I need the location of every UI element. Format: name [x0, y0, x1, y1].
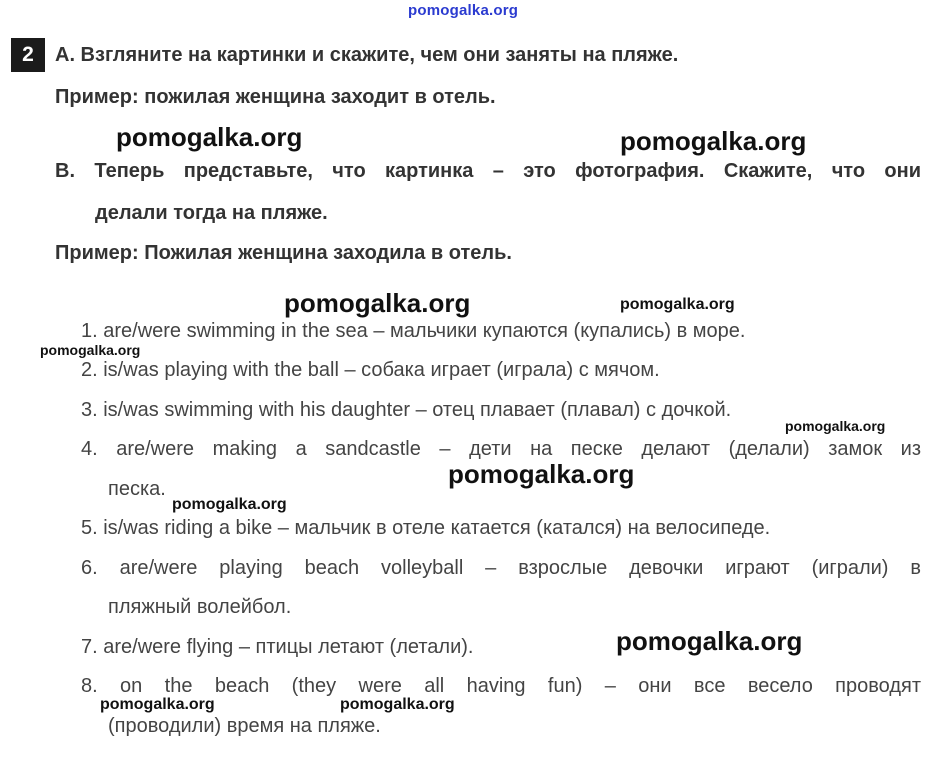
watermark: pomogalka.org [340, 696, 455, 713]
answer-7: 7. are/were flying – птицы летают (летали). [81, 636, 474, 658]
section-a-instruction: А. Взгляните на картинки и скажите, чем они заняты на пляже. [55, 44, 679, 66]
watermark: pomogalka.org [620, 296, 735, 313]
answer-6-line1: 6. are/were playing beach volleyball – взрослые девочки играют (играли) в [81, 557, 921, 579]
section-b-instruction-line1: В. Теперь представьте, что картинка – это фотография. Скажите, что они [55, 160, 921, 182]
watermark: pomogalka.org [100, 696, 215, 713]
watermark: pomogalka.org [172, 496, 287, 513]
watermark: pomogalka.org [116, 122, 303, 152]
watermark: pomogalka.org [785, 418, 886, 434]
watermark: pomogalka.org [616, 626, 803, 656]
watermark: pomogalka.org [448, 459, 635, 489]
section-b-instruction-line2: делали тогда на пляже. [95, 202, 328, 224]
answer-8-line2: (проводили) время на пляже. [108, 715, 381, 737]
watermark: pomogalka.org [40, 342, 141, 358]
answer-3: 3. is/was swimming with his daughter – отец плавает (плавал) с дочкой. [81, 399, 732, 421]
answer-5: 5. is/was riding a bike – мальчик в отеле катается (катался) на велосипеде. [81, 517, 771, 539]
answer-1: 1. are/were swimming in the sea – мальчики купаются (купались) в море. [81, 320, 746, 342]
answer-2: 2. is/was playing with the ball – собака играет (играла) с мячом. [81, 359, 660, 381]
watermark-top: pomogalka.org [408, 2, 519, 19]
watermark: pomogalka.org [284, 288, 471, 318]
answer-8-line1: 8. on the beach (they were all having fun) – они все весело проводят [81, 675, 921, 697]
answer-4-line2: песка. [108, 478, 166, 500]
task-number-badge: 2 [11, 38, 45, 72]
watermark: pomogalka.org [620, 126, 807, 156]
answer-4-line1: 4. are/were making a sandcastle – дети на песке делают (делали) замок из [81, 438, 921, 460]
section-a-example: Пример: пожилая женщина заходит в отель. [55, 86, 496, 108]
answer-6-line2: пляжный волейбол. [108, 596, 292, 618]
section-b-example: Пример: Пожилая женщина заходила в отель. [55, 242, 512, 264]
